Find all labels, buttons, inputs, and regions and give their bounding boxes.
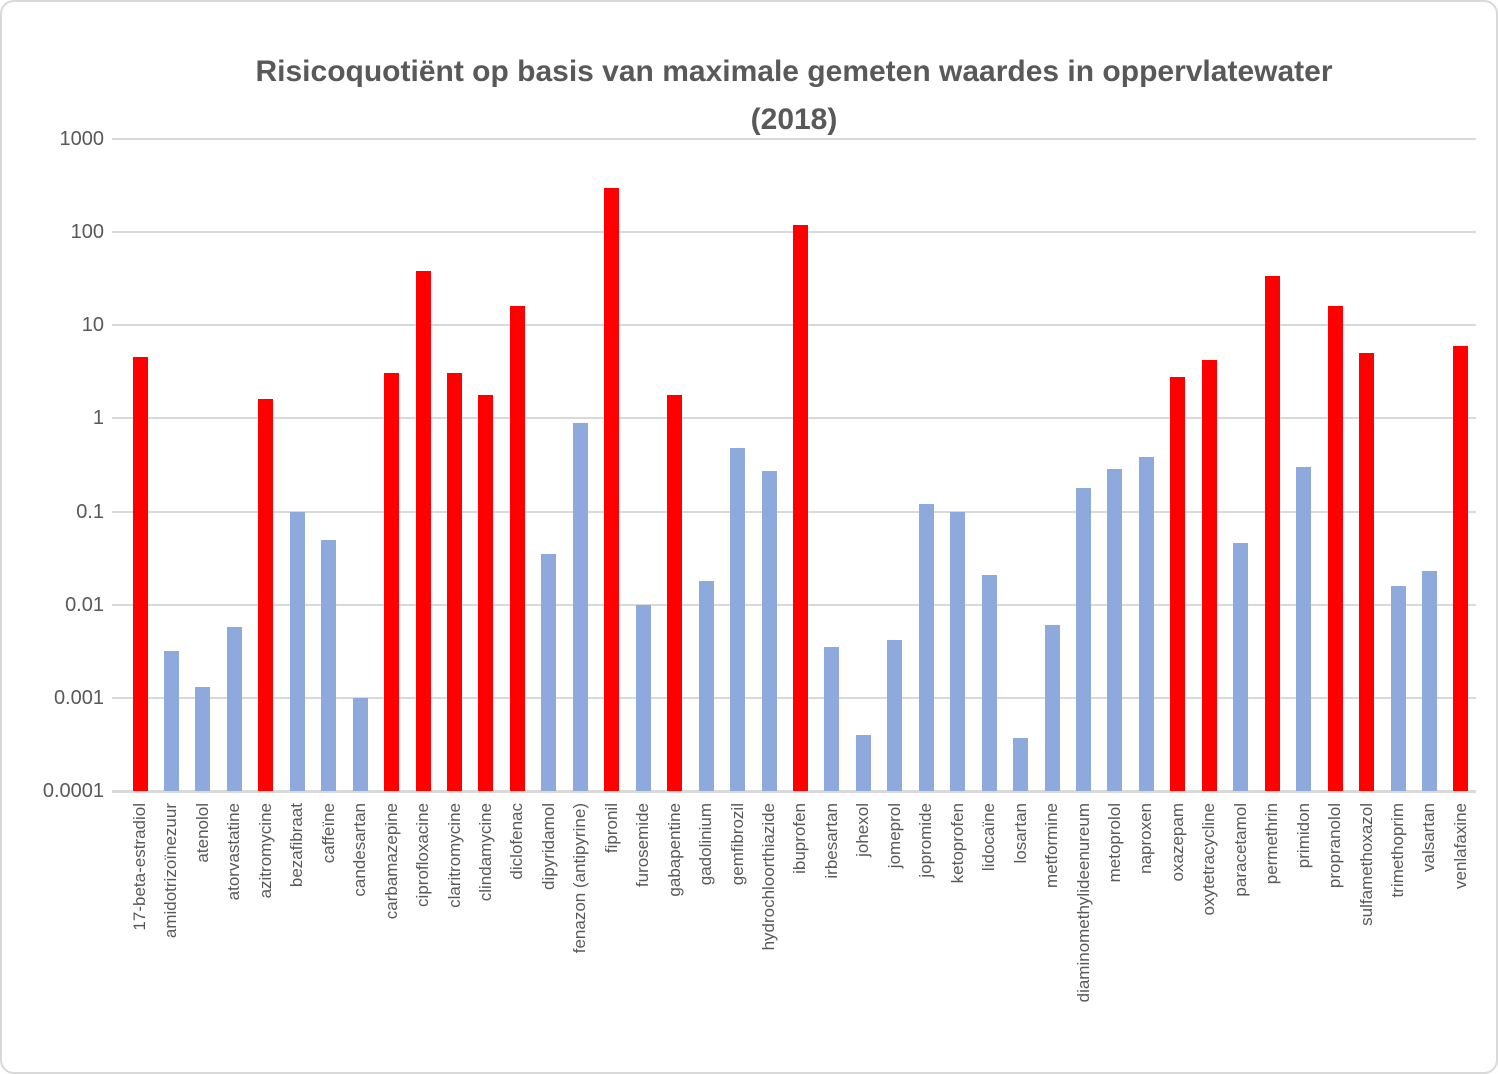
bar-jopromide — [919, 504, 934, 791]
x-category-label: atenolol — [192, 803, 212, 863]
bar-atenolol — [195, 687, 210, 791]
x-category-label: fipronil — [601, 803, 621, 854]
bar-johexol — [856, 735, 871, 791]
y-tick-label: 0.1 — [76, 500, 104, 523]
x-category-label: azitromycine — [255, 803, 275, 899]
bar-ketoprofen — [950, 512, 965, 791]
bar-lidoca-ne — [982, 575, 997, 791]
bar-diaminomethylideenureum — [1076, 488, 1091, 791]
bar-gadolinium — [699, 581, 714, 791]
x-category-label: paracetamol — [1230, 803, 1250, 897]
bar-17-beta-estradiol — [133, 357, 148, 791]
bar-primidon — [1296, 467, 1311, 791]
bar-dipyridamol — [541, 554, 556, 791]
x-category-label: clindamycine — [475, 803, 495, 902]
y-tick-label: 100 — [70, 221, 104, 244]
x-category-label: carbamazepine — [381, 803, 401, 920]
bar-gemfibrozil — [730, 448, 745, 791]
x-category-label: gabapentine — [664, 803, 684, 897]
bar-caffe-ne — [321, 540, 336, 791]
bar-metformine — [1045, 625, 1060, 791]
x-category-label: irbesartan — [821, 803, 841, 879]
bar-naproxen — [1139, 457, 1154, 791]
bar-oxytetracycline — [1202, 360, 1217, 791]
bar-ibuprofen — [793, 225, 808, 791]
x-category-label: amidotrizoïnezuur — [161, 803, 181, 939]
x-category-label: ciprofloxacine — [413, 803, 433, 907]
y-tick-label: 10 — [81, 314, 104, 337]
y-tick-label: 1 — [92, 407, 104, 430]
y-tick-label: 0.001 — [53, 686, 104, 709]
x-category-label: candesartan — [350, 803, 370, 897]
y-tick-label: 0.0001 — [42, 780, 104, 802]
bar-permethrin — [1265, 276, 1280, 791]
x-category-label: dipyridamol — [538, 803, 558, 890]
chart-title-line1: Risicoquotiënt op basis van maximale gemeten waardes in oppervlatewater — [255, 55, 1333, 88]
bar-propranolol — [1328, 306, 1343, 791]
x-category-label: atorvastatine — [224, 803, 244, 901]
chart-title — [112, 48, 1476, 144]
x-category-label: diclofenac — [507, 803, 527, 880]
bar-azitromycine — [258, 399, 273, 791]
x-category-label: diaminomethylideenureum — [1073, 803, 1093, 1003]
bar-diclofenac — [510, 306, 525, 791]
x-category-label: propranolol — [1325, 803, 1345, 889]
x-category-label: venlafaxine — [1450, 803, 1470, 890]
bar-irbesartan — [824, 647, 839, 791]
bar-trimethoprim — [1391, 586, 1406, 791]
x-category-label: bezafibraat — [287, 803, 307, 888]
bar-claritromycine — [447, 373, 462, 791]
x-category-label: primidon — [1293, 803, 1313, 869]
bar-venlafaxine — [1453, 346, 1468, 791]
x-category-label: metformine — [1042, 803, 1062, 889]
x-category-label: fenazon (antipyrine) — [570, 803, 590, 954]
x-category-label: oxazepam — [1167, 803, 1187, 882]
y-tick-label: 0.01 — [65, 593, 104, 616]
x-category-label: jomeprol — [884, 803, 904, 869]
chart-title-line2: (2018) — [750, 103, 838, 136]
bar-clindamycine — [478, 395, 493, 791]
x-category-label: ketoprofen — [947, 803, 967, 884]
x-category-label: 17-beta-estradiol — [130, 803, 149, 931]
bar-losartan — [1013, 738, 1028, 791]
bar-oxazepam — [1170, 377, 1185, 791]
x-category-label: valsartan — [1419, 803, 1439, 872]
bar-valsartan — [1422, 571, 1437, 791]
bar-fipronil — [604, 188, 619, 791]
x-category-label: metoprolol — [1104, 803, 1124, 883]
bar-ciprofloxacine — [416, 271, 431, 791]
x-category-label: oxytetracycline — [1199, 803, 1219, 916]
y-tick-label: 1000 — [59, 128, 104, 150]
bar-jomeprol — [887, 640, 902, 791]
x-category-label: sulfamethoxazol — [1356, 803, 1376, 926]
bar-hydrochloorthiazide — [762, 471, 777, 791]
bar-fenazon-antipyrine- — [573, 423, 588, 791]
bar-amidotrizo-nezuur — [164, 651, 179, 791]
bar-candesartan — [353, 698, 368, 791]
x-category-label: johexol — [853, 803, 873, 857]
y-gridline — [112, 138, 1476, 140]
x-category-label: jopromide — [916, 803, 936, 878]
bar-metoprolol — [1107, 469, 1122, 791]
x-category-label: ibuprofen — [790, 803, 810, 874]
x-category-label: hydrochloorthiazide — [759, 803, 778, 951]
bar-carbamazepine — [384, 373, 399, 791]
bar-furosemide — [636, 605, 651, 791]
x-category-label: furosemide — [633, 803, 653, 888]
bar-gabapentine — [667, 395, 682, 791]
x-category-label: losartan — [1010, 803, 1030, 864]
bar-paracetamol — [1233, 543, 1248, 791]
x-category-label: naproxen — [1136, 803, 1156, 874]
x-category-label: trimethoprim — [1388, 803, 1407, 898]
x-category-label: claritromycine — [444, 803, 464, 908]
x-category-label: permethrin — [1262, 803, 1282, 885]
x-category-label: gadolinium — [696, 803, 716, 886]
bar-atorvastatine — [227, 627, 242, 791]
x-category-label: lidocaïne — [979, 803, 999, 872]
bar-bezafibraat — [290, 512, 305, 791]
bar-sulfamethoxazol — [1359, 353, 1374, 791]
x-category-label: gemfibrozil — [727, 803, 747, 886]
x-category-label: caffeïne — [318, 803, 338, 864]
